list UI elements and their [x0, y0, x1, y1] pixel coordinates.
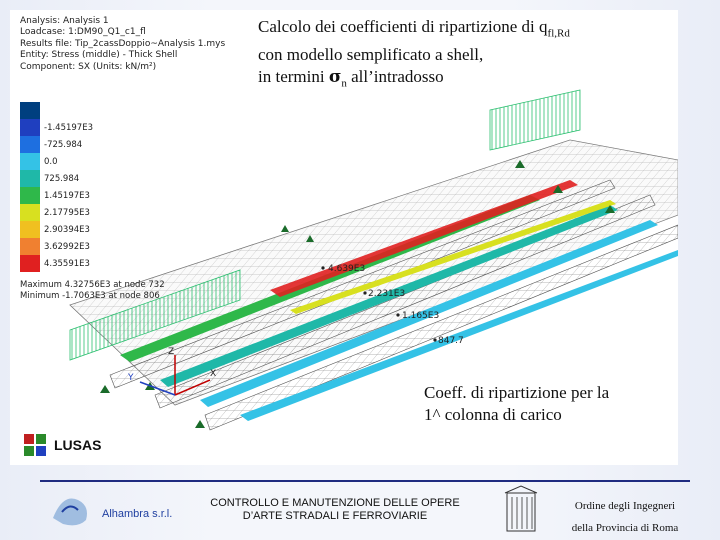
value-label-2: 2.231E3 — [368, 289, 406, 299]
brand-name: Alhambra s.r.l. — [102, 508, 173, 520]
footer-title-line-2: D’ARTE STRADALI E FERROVIARIE — [242, 510, 428, 522]
legend-swatch — [20, 221, 40, 238]
legend-swatch — [20, 153, 40, 170]
legend-swatch — [20, 102, 40, 119]
legend-swatch — [20, 170, 40, 187]
caption-line-1: Coeff. di ripartizione per la — [424, 383, 610, 402]
legend-label: 2.90394E3 — [44, 225, 90, 235]
info-line: Results file: Tip_2cassDoppio~Analysis 1.mys — [20, 38, 226, 49]
heading-line-1: Calcolo dei coefficienti di ripartizione di $q_{fl,Rd}$ — [258, 17, 570, 40]
legend-swatch — [20, 187, 40, 204]
model-viewport[interactable] — [10, 10, 678, 465]
value-label-1: 4.639E3 — [328, 264, 366, 274]
legend-label: 0.0 — [44, 157, 58, 167]
building-icon — [503, 485, 539, 533]
alhambra-brand — [48, 488, 173, 535]
legend-swatch — [20, 136, 40, 153]
info-line: Component: SX (Units: kN/m²) — [20, 61, 157, 72]
legend-label: 2.17795E3 — [44, 208, 90, 218]
caption-line-2: 1^ colonna di carico — [424, 405, 562, 424]
legend-swatch — [20, 255, 40, 272]
footer-org-line-2: della Provincia di Roma — [571, 522, 679, 534]
alhambra-logo-icon — [48, 488, 98, 530]
legend-label: -725.984 — [44, 140, 83, 150]
heading-line-2: con modello semplificato a shell, — [258, 45, 484, 65]
legend-swatch — [20, 238, 40, 255]
value-label-3: 1.165E3 — [402, 311, 440, 321]
axis-z-label: Z — [168, 347, 175, 357]
lusas-name: LUSAS — [54, 437, 102, 453]
footer-org-line-1: Ordine degli Ingegneri — [574, 500, 676, 512]
heading-line-3: in termini $\sigma_n$ all’intradosso — [258, 67, 444, 90]
footer-org — [550, 495, 700, 539]
lusas-logo-icon — [24, 434, 46, 456]
analysis-info — [20, 16, 225, 73]
footer-divider — [40, 480, 690, 482]
caption — [424, 382, 609, 426]
min-max-info — [20, 280, 165, 302]
info-line: Analysis: Analysis 1 — [20, 16, 109, 26]
footer-title-line-1: CONTROLLO E MANUTENZIONE DELLE OPERE — [210, 497, 460, 509]
info-line: Entity: Stress (middle) - Thick Shell — [20, 50, 178, 61]
legend-swatch — [20, 119, 40, 136]
legend-label: 4.35591E3 — [44, 259, 90, 269]
legend-label: 3.62992E3 — [44, 242, 90, 252]
slide-heading — [258, 16, 570, 95]
legend-label: 1.45197E3 — [44, 191, 90, 201]
min-value: Minimum -1.7063E3 at node 806 — [20, 291, 160, 301]
legend-swatch — [20, 204, 40, 221]
info-line: Loadcase: 1:DM90_Q1_c1_fl — [20, 27, 146, 38]
value-label-4: 847.7 — [438, 336, 464, 346]
max-value: Maximum 4.32756E3 at node 732 — [20, 280, 165, 290]
legend-label: -1.45197E3 — [44, 123, 93, 133]
legend-label: 725.984 — [44, 174, 80, 184]
axis-x-label: X — [210, 369, 217, 379]
footer-title — [190, 497, 480, 523]
axis-y-label: Y — [128, 373, 134, 383]
